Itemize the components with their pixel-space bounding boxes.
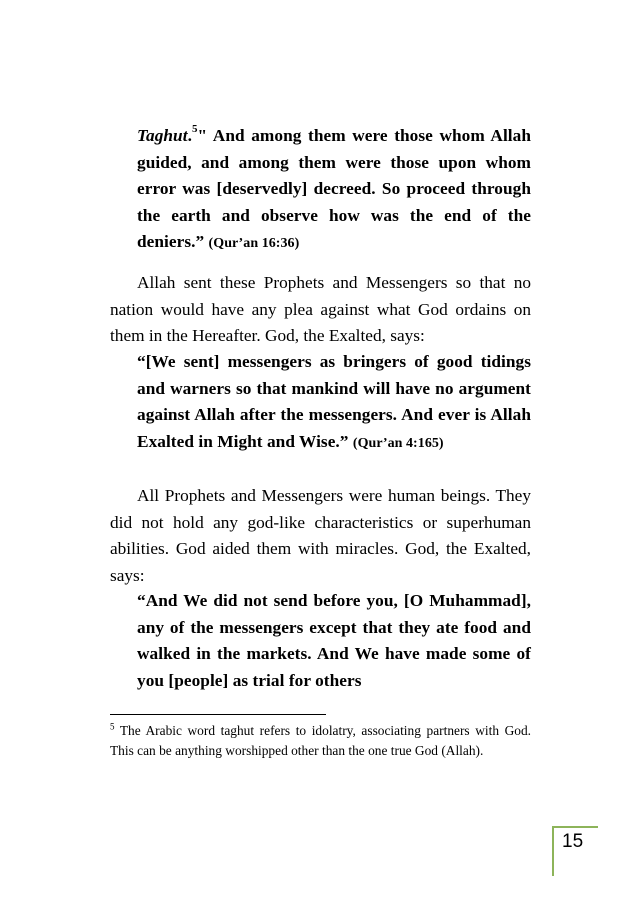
footnote-number: 5: [110, 721, 115, 732]
quote-text: “[We sent] messengers as bringers of good tidings and warners so that mankind will have no argument against Allah after the messengers. And ever is Allah Exalted in Might and Wise.”: [137, 352, 531, 451]
paragraph-text: All Prophets and Messengers were human beings. They did not hold any god-like characteristics or superhuman abilities. God aided them with miracles. God, the Exalted, says:: [110, 486, 531, 585]
footnote-text: The Arabic word taghut refers to idolatry, associating partners with God. This can be anything worshipped other than the one true God (Allah).: [110, 723, 531, 758]
quote-reference: (Qur’an 16:36): [208, 236, 300, 252]
body-paragraph-1: [110, 270, 531, 350]
page-number: 15: [562, 831, 584, 852]
paragraph-text: Allah sent these Prophets and Messengers so that no nation would have any plea against what God ordains on them in the Hereafter. God, the Exalted, says:: [110, 273, 531, 346]
body-paragraph-2: [110, 483, 531, 589]
quran-quote-continued: [137, 588, 531, 694]
quote-reference: (Qur’an 4:165): [352, 435, 444, 451]
footnote: [110, 721, 531, 760]
page-number-rule: [552, 826, 598, 828]
quran-quote-16-36: Taghut.$^5$" And among them were those whom Allah guided, and among them were those upon whom error was [deservedly] decreed. So proceed through the earth and observe how was the end of the deniers.” (Qur’an 16:36): [137, 123, 531, 252]
footnote-marker: 5: [191, 123, 198, 136]
quran-quote-4-165: [137, 349, 531, 457]
quote-term: Taghut: [137, 126, 188, 145]
page-number-bracket: [552, 826, 554, 876]
footnote-separator: [110, 714, 326, 715]
quote-text: “And We did not send before you, [O Muhammad], any of the messengers except that they ate food and walked in the markets. And We have made some of you [people] as trial for others: [137, 591, 531, 690]
quote-text: " And among them were those whom Allah guided, and among them were those upon whom error was [deservedly] decreed. So proceed through the earth and observe how was the end of the deniers.”: [137, 126, 531, 252]
